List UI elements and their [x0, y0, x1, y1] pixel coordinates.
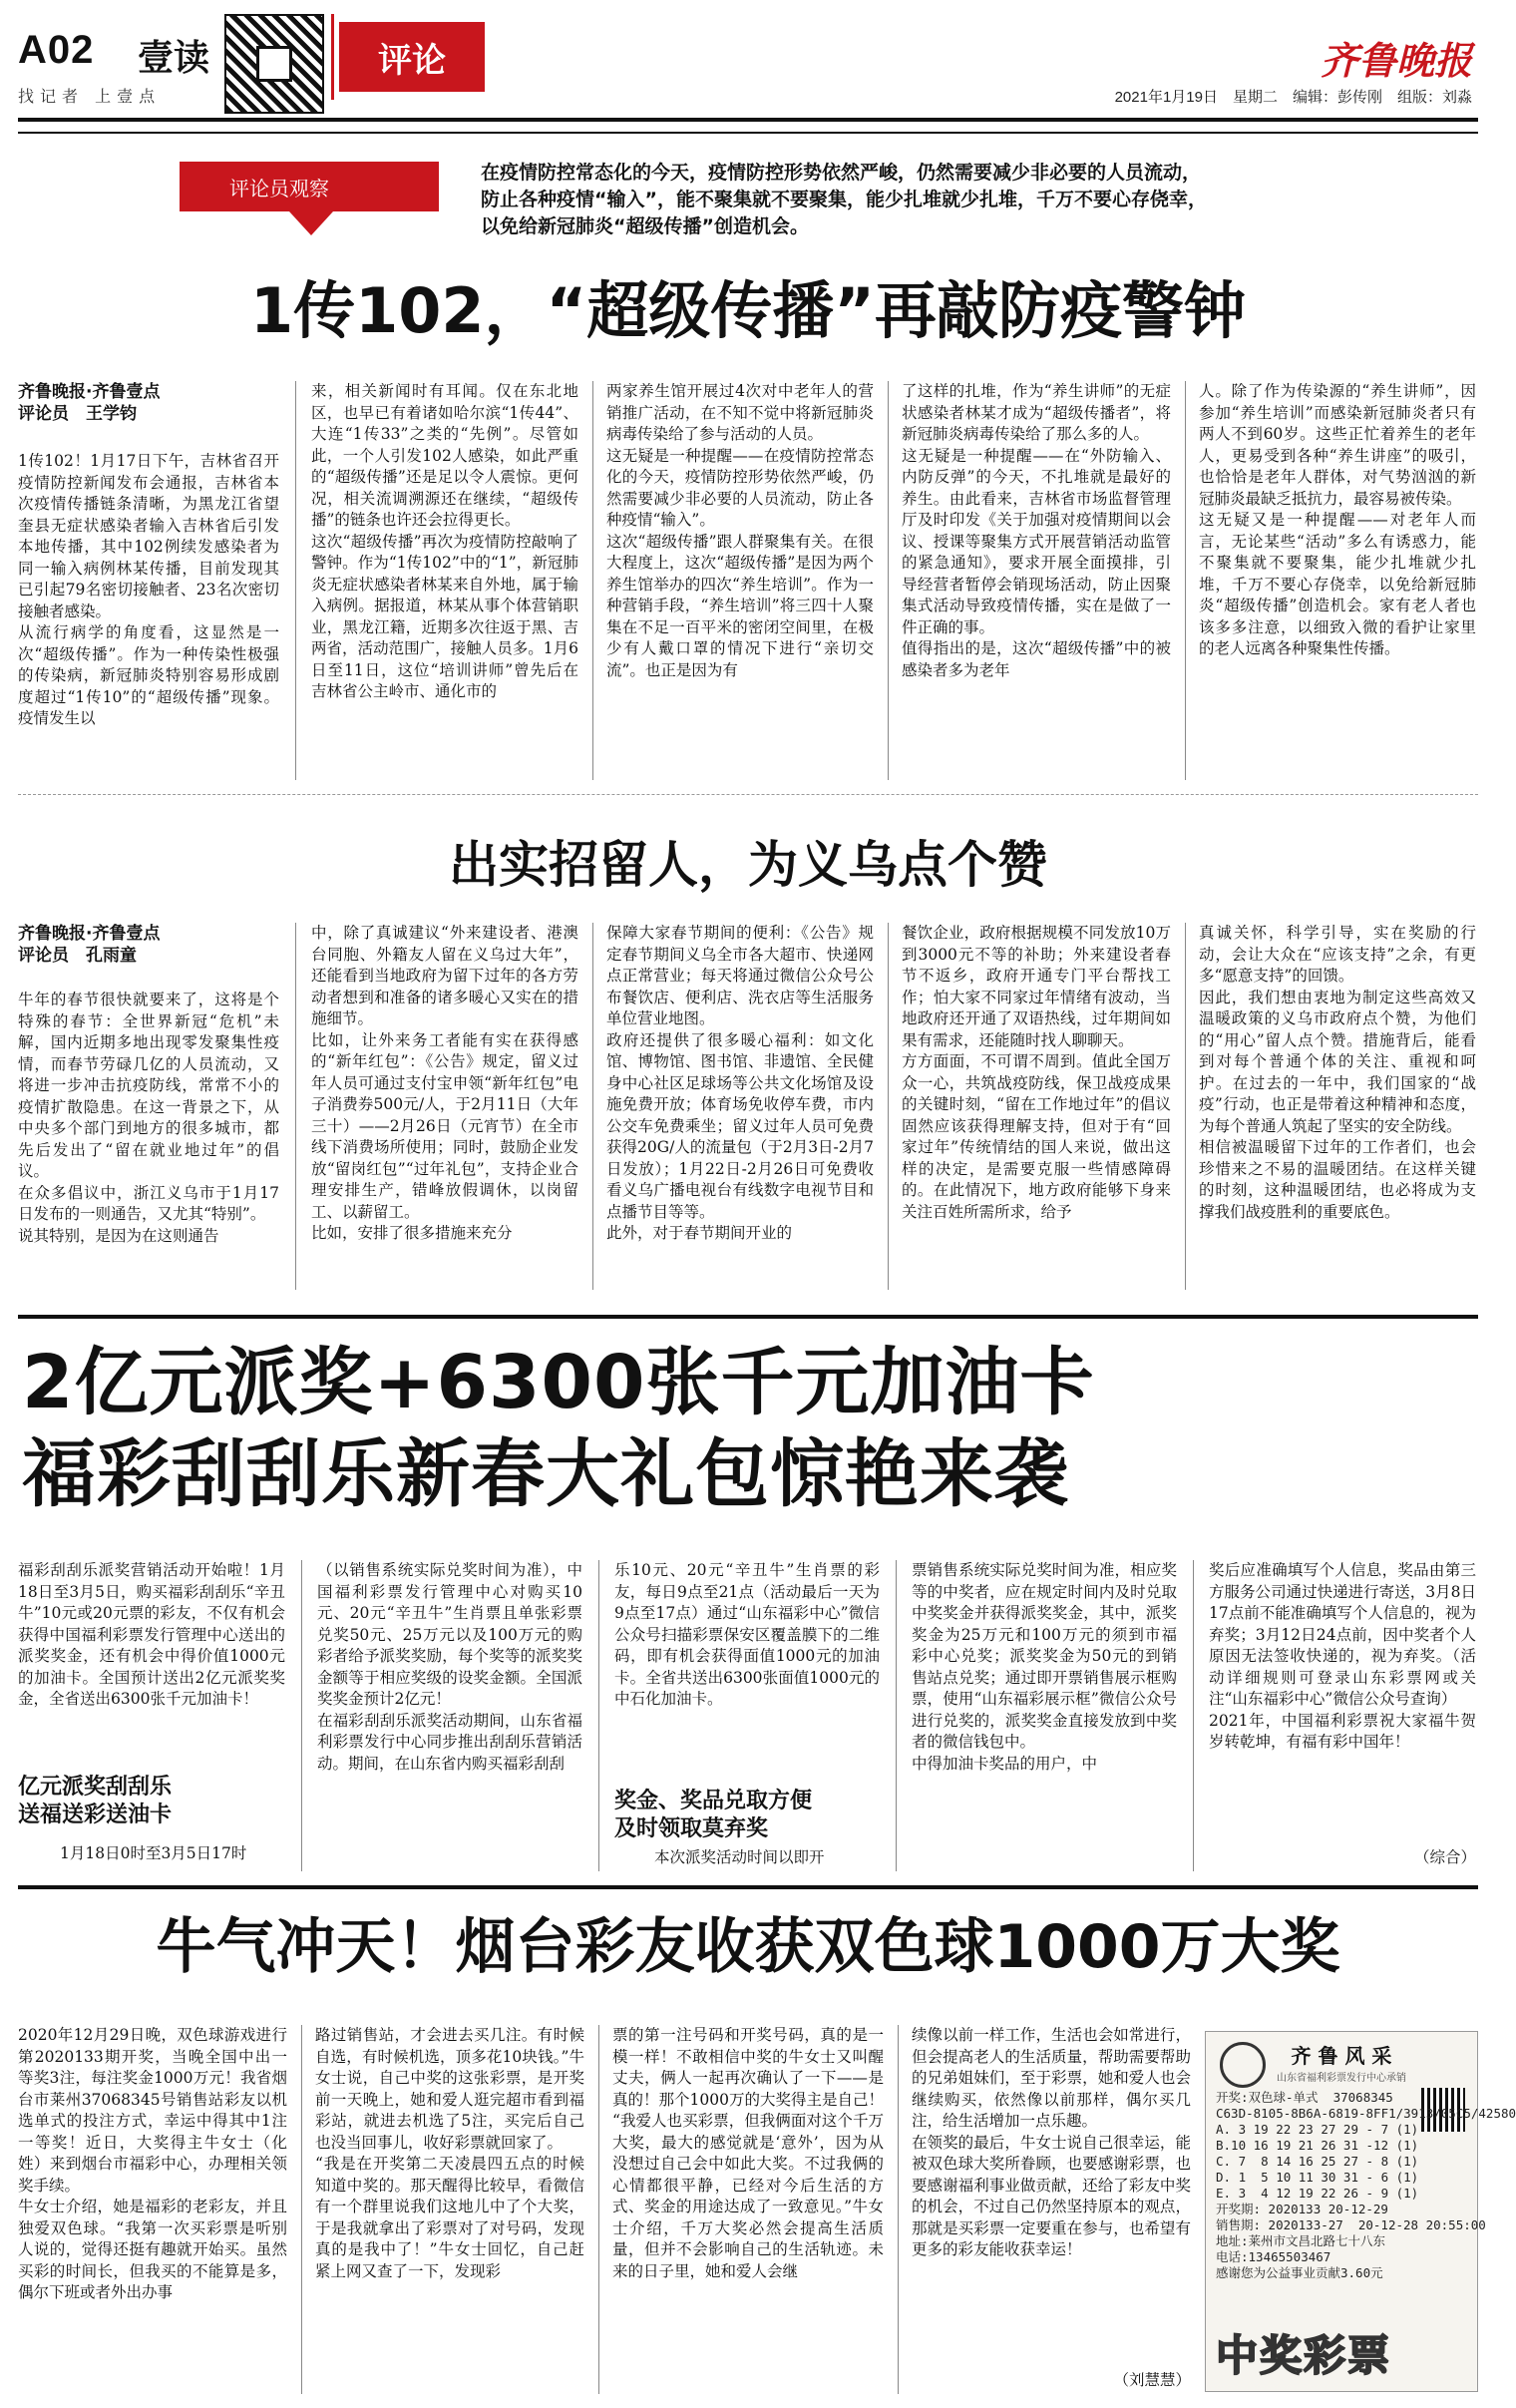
article1-col-1: 1传102！1月17日下午，吉林省召开疫情防控新闻发布会通报，吉林省本次疫情传播链条清晰，为黑龙江省望奎县无症状感染者输入吉林省后引发本地传播，其中102例续发感染者为同一输入病例林某传播，目前发现其已引起79名密切接触者、23名次密切接触者感染。 从流行病学的角度看，这显然是一次“超级传播”。作为一种传染性极强的传染病，新冠肺炎特别容易形成剧度超过“1传10”的“超级传播”现象。疫情发生以 [18, 452, 279, 727]
article3-col-2: （以销售系统实际兑奖时间为准），中国福利彩票发行管理中心对购买10元、20元“辛丑牛”生肖票且单张彩票兑奖50元、25万元以及100万元的购彩者给予派奖奖励，每个奖等的派奖奖金额等于相应奖级的设奖金额。全国派奖奖金预计2亿元！ 在福彩刮刮乐派奖活动期间，山东省福利彩票发行中心同步推出刮刮乐营销活动。期间，在山东省内购买福彩刮刮 [317, 1561, 582, 1773]
article2-col-4: 餐饮企业，政府根据规模不同发放10万到3000元不等的补助；外来建设者春节不返乡，政府开通专门平台帮找工作；怕大家不同家过年情绪有波动，当地政府还开通了双语热线，过年期间如果有需求，还能随时找人聊聊天。 方方面面，不可谓不周到。值此全国万众一心，共筑战疫防线，保卫战疫成果的关键时刻，“留在工作地过年”的倡议固然应该获得理解支持，但对于有“回家过年”传统情结的国人来说，做出这样的决定，是需要克服一些情感障碍的。在此情况下，地方政府能够下身来关注百姓所需所求，给予 [902, 924, 1171, 1221]
section-divider [18, 794, 1478, 795]
article1-col-4: 了这样的扎堆，作为“养生讲师”的无症状感染者林某才成为“超级传播者”，将新冠肺炎病毒传染给了那么多的人。 这无疑是一种提醒——在“外防输入、内防反弹”的今天，不扎堆就是最好的养生。由此看来，吉林省市场监督管理厅及时印发《关于加强对疫情期间以会议、授课等聚集方式开展营销活动监管的紧急通知》，要求开展全面摸排，引导经营者暂停会销现场活动，防止因聚集式活动导致疫情传播，实在是做了一件正确的事。 值得指出的是，这次“超级传播”中的被感染者多为老年 [902, 382, 1171, 679]
article3-subhead-1 [18, 1774, 285, 1829]
article4-col-1: 2020年12月29日晚，双色球游戏进行第2020133期开奖，当晚全国中出一等奖3注，每注奖金1000万元！我省烟台市莱州37068345号销售站彩友以机选单式的投注方式，幸运中得其中1注一等奖！近日，大奖得主牛女士（化姓）来到烟台市福彩中心，办理相关领奖手续。 牛女士介绍，她是福彩的老彩友，并且独爱双色球。“我第一次买彩票是听别人说的，觉得还挺有趣就开始买。虽然买彩的时间长，但我买的不能算是多，偶尔下班或者外出办事 [18, 2026, 287, 2301]
winning-ticket-stamp: 中奖彩票 [1216, 2331, 1392, 2380]
article3-col-1-tail: 1月18日0时至3月5日17时 [60, 1844, 247, 1862]
article3-col-3: 乐10元、20元“辛丑牛”生肖票的彩友，每日9点至21点（活动最后一天为9点至17点）通过“山东福彩中心”微信公众号扫描彩票保安区覆盖膜下的二维码，即有机会获得面值1000元的加油卡。全省共送出6300张面值1000元的中石化加油卡。 [614, 1561, 880, 1708]
article2-col-5: 真诚关怀，科学引导，实在奖励的行动，会让大众在“应该支持”之余，有更多“愿意支持”的回馈。 因此，我们想由衷地为制定这些高效又温暖政策的义乌市政府点个赞，为他们的“用心”留人点个赞。措施背后，能看到对每个普通个体的关注、重视和呵护。在过去的一年中，我们国家的“战疫”行动，也正是带着这种精神和态度，为每个普通人筑起了坚实的安全防线。 相信被温暖留下过年的工作者们，也会珍惜来之不易的温暖团结。在这样关键的时刻，这种温暖团结，也必将成为支撑我们战疫胜利的重要底色。 [1199, 924, 1476, 1221]
byline-outlet: 齐鲁晚报·齐鲁壹点 [18, 382, 161, 402]
subhead-line: 及时领取莫弃奖 [614, 1816, 769, 1841]
ticket-issuer: 山东省福利彩票发行中心承销 [1277, 2073, 1406, 2084]
column-rule [301, 2025, 302, 2394]
dateline: 2021年1月19日 星期二 编辑：彭传刚 组版：刘淼 [1114, 89, 1472, 106]
lead-summary: 在疫情防控常态化的今天，疫情防控形势依然严峻，仍然需要减少非必要的人员流动，防止各种疫情“输入”，能不聚集就不要聚集，能少扎堆就少扎堆，千万不要心存侥幸，以免给新冠肺炎“超级传播”创造机会。 [481, 162, 1207, 237]
section-tag: 评论 [339, 22, 485, 92]
qr-code-icon [224, 14, 324, 114]
column-rule [295, 381, 296, 780]
column-rule [898, 2025, 899, 2394]
byline-outlet: 齐鲁晚报·齐鲁壹点 [18, 924, 161, 944]
ticket-title: 齐 鲁 风 采 [1291, 2044, 1392, 2068]
lottery-ticket-image [1205, 2031, 1516, 2392]
ticket-numbers: 开奖:双色球-单式 37068345 C63D-8105-8B6A-6819-8FF1/3913/05C5/42580 A. 3 19 22 23 27 29 - 7 (1) B.10 16 19 21 26 31 -12 (1) C. 7 8 14 16 25 27 - 8 (1) D. 1 5 10 11 30 31 - 6 (1) E. 3 4 12 19 22 26 - 9 (1) 开奖期: 2020133 20-12-29 销售期: 2020133-27 20-12-28 20:55:00 地址:莱州市文昌北路七十八东 电话:13465503467 感谢您为公益事业贡献3.60元 [1216, 2090, 1516, 2280]
masthead-rule-thin [18, 132, 1478, 134]
article2-col-2: 中，除了真诚建议“外来建设者、港澳台同胞、外籍友人留在义乌过大年”，还能看到当地政府为留下过年的各方劳动者想到和准备的诸多暖心又实在的措施细节。 比如，让外来务工者能有实在获得感的“新年红包”：《公告》规定，留义过年人员可通过支付宝申领“新年红包”电子消费券500元/人，于2月11日（大年三十）——2月26日（元宵节）在全市线下消费场所使用；同时，鼓励企业发放“留岗红包”“过年礼包”，支持企业合理安排生产，错峰放假调休，以岗留工、以薪留工。 比如，安排了很多措施来充分 [311, 924, 578, 1242]
article2-col-1: 牛年的春节很快就要来了，这将是个特殊的春节：全世界新冠“危机”未解，国内近期多地出现零发聚集性疫情，而春节劳碌几亿的人员流动，又将进一步冲击抗疫防线，常常不小的疫情扩散隐患。在这一背景之下，从中央多个部门到地方的很多城市，都先后发出了“留在就业地过年”的倡议。 在众多倡议中，浙江义乌市于1月17日发布的一则通告，又尤其“特别”。 说其特别，是因为在这则通告 [18, 991, 279, 1245]
article3-headline-line2: 福彩刮刮乐新春大礼包惊艳来袭 [22, 1431, 1069, 1517]
column-rule [592, 923, 593, 1290]
article4-credit: （刘慧慧） [1113, 2371, 1191, 2389]
article3-col-4: 票销售系统实际兑奖时间为准，相应奖等的中奖者，应在规定时间内及时兑取中奖奖金并获得派奖奖金，其中，派奖奖金为25万元和100万元的须到市福彩中心兑奖；派奖奖金为50元的到销售站点兑奖；通过即开票销售展示框购票，使用“山东福彩展示框”微信公众号进行兑奖的，派奖奖金直接发放到中奖者的微信钱包中。 中得加油卡奖品的用户，中 [912, 1561, 1177, 1773]
article4-col-3: 票的第一注号码和开奖号码，真的是一模一样！不敢相信中奖的牛女士又叫醒丈夫，俩人一起再次确认了一下——是真的！那个1000万的大奖得主是自己！ “我爱人也买彩票，但我俩面对这个千万大奖，最大的感觉就是‘意外’，因为从没想过自己会中如此大奖。不过我俩的心情都很平静，已经对今后生活的方式、奖金的用途达成了一致意见。”牛女士介绍，千万大奖必然会提高生活质量，但并不会影响自己的生活轨迹。未来的日子里，她和爱人会继 [612, 2026, 884, 2280]
column-rule [1193, 1560, 1194, 1871]
column-rule [598, 2025, 599, 2394]
column-rule [295, 923, 296, 1290]
section-rule [18, 1885, 1478, 1889]
column-rule [896, 1560, 897, 1871]
commentary-badge: 评论员观察 [180, 162, 439, 211]
article1-col-5: 人。除了作为传染源的“养生讲师”，因参加“养生培训”而感染新冠肺炎者只有两人不到60岁。这些正忙着养生的老年人，更易受到各种“养生讲座”的吸引，也恰恰是老年人群体，对气势汹汹的新冠肺炎最缺乏抵抗力，最容易被传染。 这无疑又是一种提醒——对老年人而言，无论某些“活动”多么有诱惑力，能不聚集就不要聚集，能少扎堆就少扎堆，千万不要心存侥幸，以免给新冠肺炎“超级传播”创造机会。家有老人者也该多多注意，以细致入微的看护让家里的老人远离各种聚集性传播。 [1199, 382, 1476, 657]
byline-author: 评论员 孔雨童 [18, 946, 137, 966]
article4-col-4: 续像以前一样工作，生活也会如常进行，但会提高老人的生活质量，帮助需要帮助的兄弟姐妹们，至于彩票，她和爱人也会继续购买，依然像以前那样，偶尔买几注，给生活增加一点乐趣。 在领奖的最后，牛女士说自己很幸运，能被双色球大奖所眷顾，也要感谢彩票，也要感谢福利事业做贡献，还给了彩友中奖的机会，不过自己仍然坚持原本的观点，那就是买彩票一定要重在参与，也希望有更多的彩友能收获幸运！ [912, 2026, 1191, 2258]
column-rule [1185, 381, 1186, 780]
subhead-line: 奖金、奖品兑取方便 [614, 1789, 813, 1813]
newspaper-logo: 齐鲁晚报 [1320, 38, 1472, 83]
article3-col-1: 福彩刮刮乐派奖营销活动开始啦！1月18日至3月5日，购买福彩刮刮乐“辛丑牛”10元或20元票的彩友，不仅有机会获得中国福利彩票发行管理中心送出的派奖奖金，还有机会中得价值1000元的加油卡。全国预计送出2亿元派奖奖金，全省送出6300张千元加油卡！ [18, 1561, 285, 1708]
article3-col-5: 奖后应准确填写个人信息，奖品由第三方服务公司通过快递进行寄送，3月8日17点前不能准确填写个人信息的，视为弃奖；3月12日24点前，因中奖者个人原因无法签收快递的，视为弃奖。（活动详细规则可登录山东彩票网或关注“山东福彩中心”微信公众号查询） 2021年，中国福利彩票祝大家福牛贺岁转乾坤，有福有彩中国年！ [1209, 1561, 1476, 1751]
page-number: A02 [18, 28, 95, 72]
article3-col-3-tail: 本次派奖活动时间以即开 [654, 1848, 825, 1866]
article2-byline [18, 923, 267, 967]
article3-credit: （综合） [1413, 1848, 1476, 1866]
subhead-line: 亿元派奖刮刮乐 [18, 1775, 173, 1800]
article1-col-2: 来，相关新闻时有耳闻。仅在东北地区，也早已有着诸如哈尔滨“1传44”、大连“1传33”之类的“先例”。尽管如此，一个人引发102人感染，如此严重的“超级传播”还是足以令人震惊。更何况，相关流调溯源还在继续，“超级传播”的链条也许还会拉得更长。 这次“超级传播”再次为疫情防控敲响了警钟。作为“1传102”中的“1”，新冠肺炎无症状感染者林某来自外地，属于输入病例。据报道，林某从事个体营销职业，黑龙江籍，近期多次往返于黑、吉两省，活动范围广，接触人员多。1月6日至11日，这位“培训讲师”曾先后在吉林省公主岭市、通化市的 [311, 382, 578, 700]
column-rule [888, 381, 889, 780]
article1-headline: 1传102，“超级传播”再敲防疫警钟 [249, 274, 1247, 347]
column-rule [301, 1560, 302, 1871]
section-slogan: 找记者 上壹点 [18, 87, 162, 106]
welfare-lottery-emblem-icon [1220, 2042, 1266, 2088]
column-rule [888, 923, 889, 1290]
article1-col-3: 两家养生馆开展过4次对中老年人的营销推广活动，在不知不觉中将新冠肺炎病毒传染给了参与活动的人员。 这无疑是一种提醒——在疫情防控常态化的今天，疫情防控形势依然严峻，仍然需要减少非必要的人员流动，防止各种疫情“输入”。 这次“超级传播”跟人群聚集有关。在很大程度上，这次“超级传播”是因为两个养生馆举办的四次“养生培训”。作为一种营销手段，“养生培训”将三四十人聚集在不足一百平米的密闭空间里，在极少有人戴口罩的情况下进行“亲切交流”。也正是因为有 [606, 382, 874, 679]
column-rule [598, 1560, 599, 1871]
section-name: 壹读 [138, 37, 210, 79]
article2-headline: 出实招留人，为义乌点个赞 [449, 836, 1047, 894]
article2-col-3: 保障大家春节期间的便利：《公告》规定春节期间义乌全市各大超市、快递网点正常营业；每天将通过微信公众号公布餐饮店、便利店、洗衣店等生活服务单位营业地图。 政府还提供了很多暖心福利：如文化馆、博物馆、图书馆、非遗馆、全民健身中心社区足球场等公共文化场馆及设施免费开放；体育场免收停车费，市内公交车免费乘坐；留义过年人员可免费获得20G/人的流量包（于2月3日-2月7日发放）；1月22日-2月26日可免费收看义乌广播电视台有线数字电视节目和点播节目等等。 此外，对于春节期间开业的 [606, 924, 875, 1242]
article4-headline: 牛气冲天！烟台彩友收获双色球1000万大奖 [156, 1912, 1340, 1982]
column-rule [592, 381, 593, 780]
masthead-rule [18, 118, 1478, 122]
article4-col-2: 路过销售站，才会进去买几注。有时候自选，有时候机选，顶多花10块钱。”牛女士说，自己中奖的这张彩票，是开奖前一天晚上，她和爱人逛完超市看到福彩站，就进去机选了5注，买完后自己也没当回事儿，收好彩票就回家了。 “我是在开奖第二天凌晨四五点的时候知道中奖的。那天醒得比较早，看微信有一个群里说我们这地儿中了个大奖，于是我就拿出了彩票对了对号码，发现真的是我中了！”牛女士回忆，自己赶紧上网又查了一下，发现彩 [315, 2026, 584, 2280]
article3-headline-line1: 2亿元派奖+6300张千元加油卡 [22, 1340, 1095, 1425]
section-rule [18, 1315, 1478, 1319]
byline-author: 评论员 王学钧 [18, 404, 137, 424]
subhead-line: 送福送彩送油卡 [18, 1803, 173, 1827]
column-rule [1185, 923, 1186, 1290]
article1-byline [18, 381, 267, 425]
article3-subhead-2 [614, 1788, 880, 1843]
